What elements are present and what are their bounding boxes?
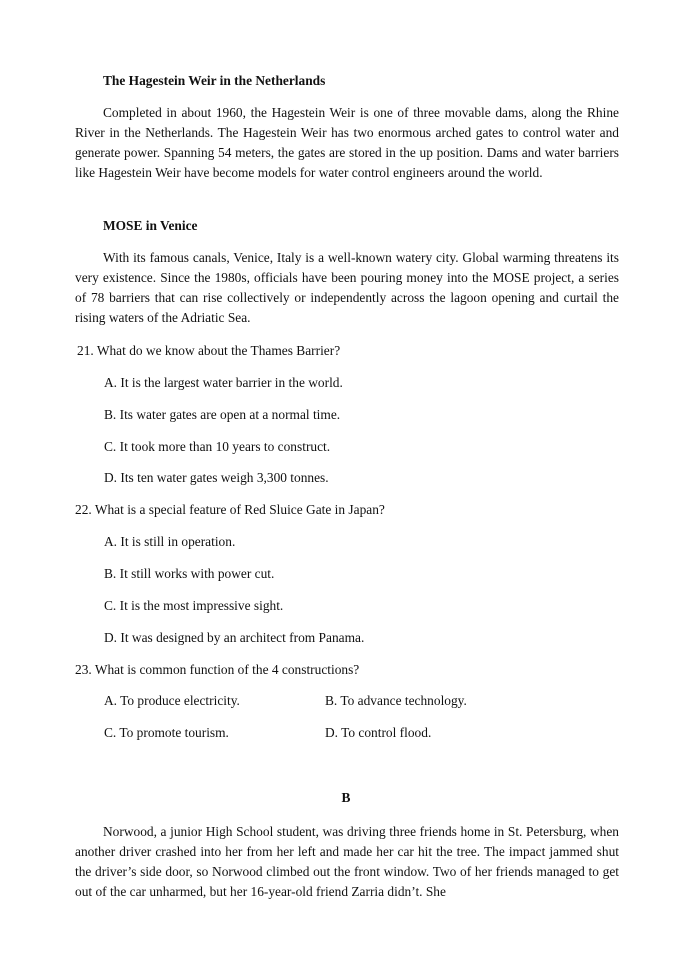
hagestein-heading: The Hagestein Weir in the Netherlands [103, 73, 326, 88]
hagestein-paragraph: Completed in about 1960, the Hagestein Weir is one of three movable dams, along the Rhine River in the Netherlands. The Hagestein Weir has two enormous arched gates to control water and generate power. Spanning 54 meters, the gates are stored in the up position. Dams and water barriers like Hagestein Weir have become models for water control engineers around the world. [75, 105, 619, 180]
mose-paragraph: With its famous canals, Venice, Italy is a well-known watery city. Global warming threatens its very existence. Since the 1980s, officials have been pouring money into the MOSE project, a series of 78 barriers that can rise collectively or independently across the lagoon opening and curtail the rising waters of the Adriatic Sea. [75, 250, 619, 325]
question-21-stem: 21. What do we know about the Thames Barrier? [77, 343, 341, 358]
question-22-option-d: D. It was designed by an architect from Panama. [104, 630, 365, 645]
question-23-stem: 23. What is common function of the 4 constructions? [75, 662, 360, 677]
question-23-option-c: C. To promote tourism. [104, 725, 229, 740]
question-22-option-c: C. It is the most impressive sight. [104, 598, 284, 613]
question-21-option-c: C. It took more than 10 years to construct. [104, 439, 331, 454]
mose-heading: MOSE in Venice [103, 218, 198, 233]
question-23-option-d: D. To control flood. [325, 725, 432, 740]
question-21-option-d: D. Its ten water gates weigh 3,300 tonnes. [104, 470, 329, 485]
question-21-option-a: A. It is the largest water barrier in the world. [104, 375, 343, 390]
passage-b-label: B [341, 790, 351, 805]
question-22-option-a: A. It is still in operation. [104, 534, 236, 549]
question-23-option-a: A. To produce electricity. [104, 693, 240, 708]
question-23-option-b: B. To advance technology. [325, 693, 467, 708]
question-22-stem: 22. What is a special feature of Red Sluice Gate in Japan? [75, 502, 385, 517]
question-22-option-b: B. It still works with power cut. [104, 566, 275, 581]
passage-b-paragraph: Norwood, a junior High School student, was driving three friends home in St. Petersburg, when another driver crashed into her from her left and made her car hit the tree. The impact jammed shut the driver’s side door, so Norwood climbed out the front window. Two of her friends managed to get out of the car unharmed, but her 16-year-old friend Zarria didn’t. She [75, 824, 619, 899]
question-21-option-b: B. Its water gates are open at a normal time. [104, 407, 341, 422]
